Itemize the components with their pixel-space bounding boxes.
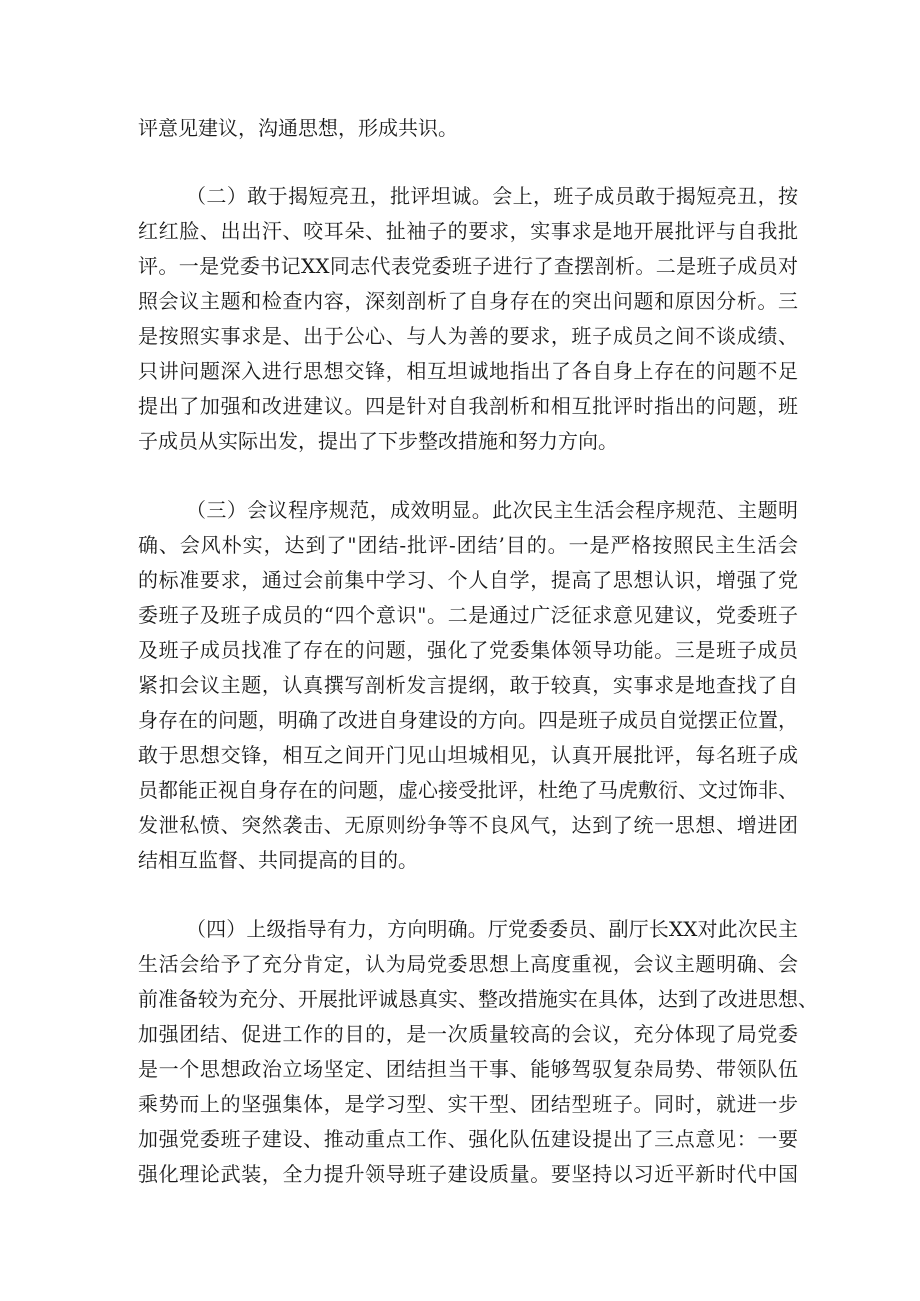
text-line: 是按照实事求是、出于公心、与人为善的要求，班子成员之间不谈成绩、 (138, 324, 798, 348)
text-line: 身存在的问题，明确了改进自身建设的方向。四是班子成员自觉摆正位置， (138, 708, 798, 732)
text-line: 的标准要求，通过会前集中学习、个人自学，提高了思想认识，增强了党 (138, 568, 798, 592)
text-line: 照会议主题和检查内容，深刻剖析了自身存在的突出问题和原因分析。三 (138, 289, 798, 313)
text-line: 及班子成员找准了存在的问题，强化了党委集体领导功能。三是班子成员 (138, 638, 798, 662)
text-line: 提出了加强和改进建议。四是针对自我剖析和相互批评时指出的问题，班 (138, 394, 798, 418)
text-line: 评意见建议，沟通思想，形成共识。 (138, 116, 458, 140)
text-line: 强化理论武装，全力提升领导班子建设质量。要坚持以习近平新时代中国 (138, 1162, 798, 1186)
text-line: 只讲问题深入进行思想交锋，相互坦诚地指出了各自身上存在的问题不足 (138, 359, 798, 383)
text-line: 加强党委班子建设、推动重点工作、强化队伍建设提出了三点意见：一要 (138, 1127, 798, 1151)
text-line: 确、会风朴实，达到了"团结-批评-团结’目的。一是严格按照民主生活会 (138, 533, 798, 557)
text-line: 乘势而上的坚强集体，是学习型、实干型、团结型班子。同时，就进一步 (138, 1092, 798, 1116)
paragraph-3-heading-line: （三）会议程序规范，成效明显。此次民主生活会程序规范、主题明 (186, 498, 798, 522)
text-line: 红红脸、出出汗、咬耳朵、扯袖子的要求，实事求是地开展批评与自我批 (138, 219, 798, 243)
text-line: 评。一是党委书记XX同志代表党委班子进行了查摆剖析。二是班子成员对 (138, 254, 798, 278)
text-line: 员都能正视自身存在的问题，虚心接受批评，杜绝了马虎敷衍、文过饰非、 (138, 778, 798, 802)
text-line: 委班子及班子成员的“四个意识"。二是通过广泛征求意见建议，党委班子 (138, 603, 798, 627)
text-line: 加强团结、促进工作的目的，是一次质量较高的会议，充分体现了局党委 (138, 1022, 798, 1046)
text-line: 结相互监督、共同提高的目的。 (138, 848, 418, 872)
paragraph-2-heading-line: （二）敢于揭短亮丑，批评坦诚。会上，班子成员敢于揭短亮丑，按 (186, 184, 798, 208)
text-line: 发泄私愤、突然袭击、无原则纷争等不良风气，达到了统一思想、增进团 (138, 813, 798, 837)
text-line: 生活会给予了充分肯定，认为局党委思想上高度重视，会议主题明确、会 (138, 952, 798, 976)
text-line: 前准备较为充分、开展批评诚恳真实、整改措施实在具体，达到了改进思想、 (138, 987, 818, 1011)
paragraph-4-heading-line: （四）上级指导有力，方向明确。厅党委委员、副厅长XX对此次民主 (186, 917, 798, 941)
text-line: 是一个思想政治立场坚定、团结担当干事、能够驾驭复杂局势、带领队伍 (138, 1057, 798, 1081)
text-line: 紧扣会议主题，认真撰写剖析发言提纲，敢于较真，实事求是地查找了自 (138, 673, 798, 697)
text-line: 子成员从实际出发，提出了下步整改措施和努力方向。 (138, 429, 618, 453)
text-line: 敢于思想交锋，相互之间开门见山坦城相见，认真开展批评，每名班子成 (138, 743, 798, 767)
